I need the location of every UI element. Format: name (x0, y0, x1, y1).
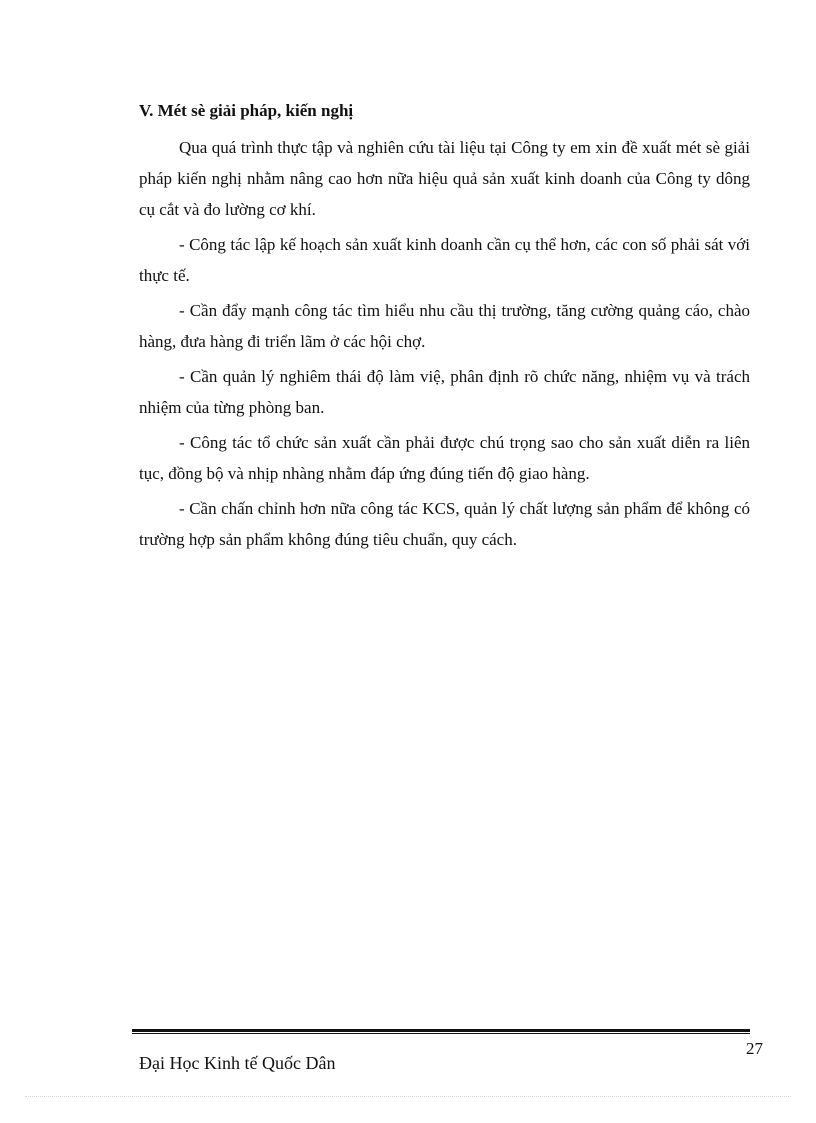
paragraph-production: - Công tác tổ chức sản xuất cần phải được chú trọng sao cho sản xuất diễn ra liên tục, đồng bộ và nhịp nhàng nhằm đáp ứng đúng tiến độ giao hàng. (139, 433, 750, 483)
paragraph-planning: - Công tác lập kế hoạch sản xuất kinh doanh cần cụ thể hơn, các con số phải sát với thực tế. (139, 235, 750, 285)
paragraph-intro: Qua quá trình thực tập và nghiên cứu tài liệu tại Công ty em xin đề xuất mét sè giải pháp kiến nghị nhằm nâng cao hơn nữa hiệu quả sản xuất kinh doanh của Công ty dông cụ cắt và đo lường cơ khí. (139, 138, 750, 219)
page-content (139, 98, 750, 559)
paragraph-management: - Cần quản lý nghiêm thái độ làm việ, phân định rõ chức năng, nhiệm vụ và trách nhiệm của từng phòng ban. (139, 367, 750, 417)
section-heading: V. Mét sè giải pháp, kiến nghị (139, 101, 354, 120)
paragraph-marketing: - Cần đẩy mạnh công tác tìm hiểu nhu cầu thị trường, tăng cường quảng cáo, chào hàng, đưa hàng đi triển lãm ở các hội chợ. (139, 301, 750, 351)
footer-divider (132, 1029, 750, 1034)
page-bottom-edge (25, 1096, 791, 1097)
page-number: 27 (746, 1039, 763, 1058)
footer-institution: Đại Học Kinh tế Quốc Dân (139, 1053, 336, 1073)
paragraph-quality: - Cần chấn chỉnh hơn nữa công tác KCS, quản lý chất lượng sản phẩm để không có trường hợp sản phẩm không đúng tiêu chuẩn, quy cách. (139, 499, 750, 549)
